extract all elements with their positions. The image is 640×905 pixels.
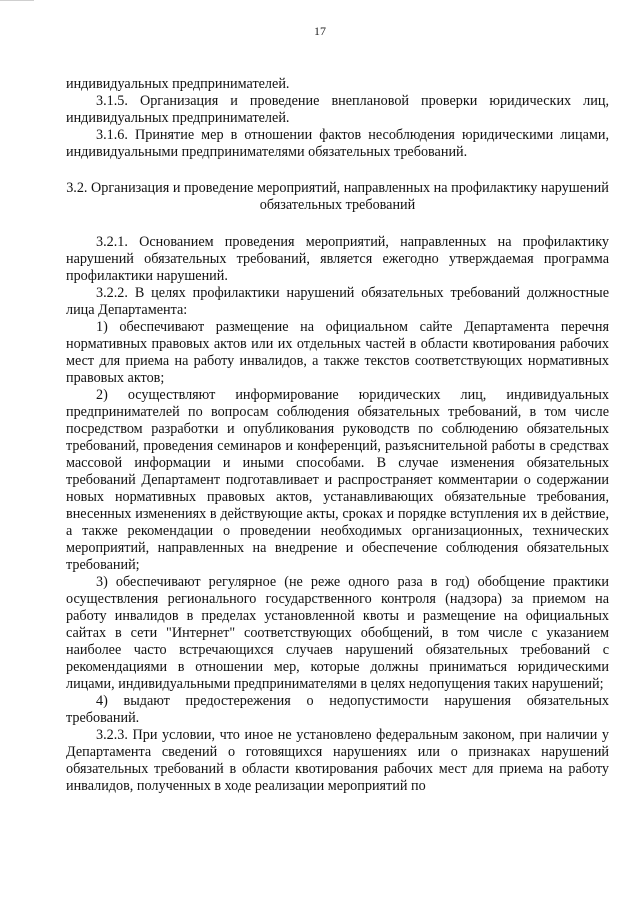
section-heading: 3.2. Организация и проведение мероприятий, направленных на профилактику нарушений обязательных требований xyxy=(66,180,609,213)
paragraph: 3.1.5. Организация и проведение внеплановой проверки юридических лиц, индивидуальных предпринимателей. xyxy=(66,93,609,126)
list-item: 4) выдают предостережения о недопустимости нарушения обязательных требований. xyxy=(66,693,609,726)
list-item: 2) осуществляют информирование юридических лиц, индивидуальных предпринимателей по вопросам соблюдения обязательных требований, в том числе посредством разработки и опубликования руководств по соблюдению обязательных требований, проведения семинаров и конференций, разъяснительной работы в средствах массовой информации и иными способами. В случае изменения обязательных требований Департамент подготавливает и распространяет комментарии о содержании новых нормативных правовых актов, устанавливающих обязательные требования, внесенных изменениях в действующие акты, сроках и порядке вступления их в действие, а также рекомендации о проведении необходимых организационных, технических мероприятий, направленных на внедрение и обеспечение соблюдения обязательных требований; xyxy=(66,387,609,573)
paragraph: 3.2.3. При условии, что иное не установлено федеральным законом, при наличии у Департамента сведений о готовящихся нарушениях или о признаках нарушений обязательных требований в области квотирования рабочих мест для приема на работу инвалидов, полученных в ходе реализации мероприятий по xyxy=(66,727,609,794)
paragraph: 3.2.1. Основанием проведения мероприятий, направленных на профилактику нарушений обязательных требований, является ежегодно утверждаемая программа профилактики нарушений. xyxy=(66,234,609,284)
list-item: 3) обеспечивают регулярное (не реже одного раза в год) обобщение практики осуществления регионального государственного контроля (надзора) за приемом на работу инвалидов в пределах установленной квоты и размещение на официальных сайтах в сети "Интернет" соответствующих обобщений, в том числе с указанием наиболее часто встречающихся случаев нарушений обязательных требований с рекомендациями в отношении мер, которые должны приниматься юридическими лицами, индивидуальными предпринимателями в целях недопущения таких нарушений; xyxy=(66,574,609,692)
scan-corner-mark xyxy=(0,0,34,4)
paragraph: 3.2.2. В целях профилактики нарушений обязательных требований должностные лица Департамента: xyxy=(66,285,609,318)
paragraph: индивидуальных предпринимателей. xyxy=(66,76,290,92)
paragraph: 3.1.6. Принятие мер в отношении фактов несоблюдения юридическими лицами, индивидуальными предпринимателями обязательных требований. xyxy=(66,127,609,160)
document-body xyxy=(66,76,609,795)
page-number: 17 xyxy=(314,24,326,38)
list-item: 1) обеспечивают размещение на официальном сайте Департамента перечня нормативных правовых актов или их отдельных частей в области квотирования рабочих мест для приема на работу инвалидов, а также текстов соответствующих нормативных правовых актов; xyxy=(66,319,609,386)
